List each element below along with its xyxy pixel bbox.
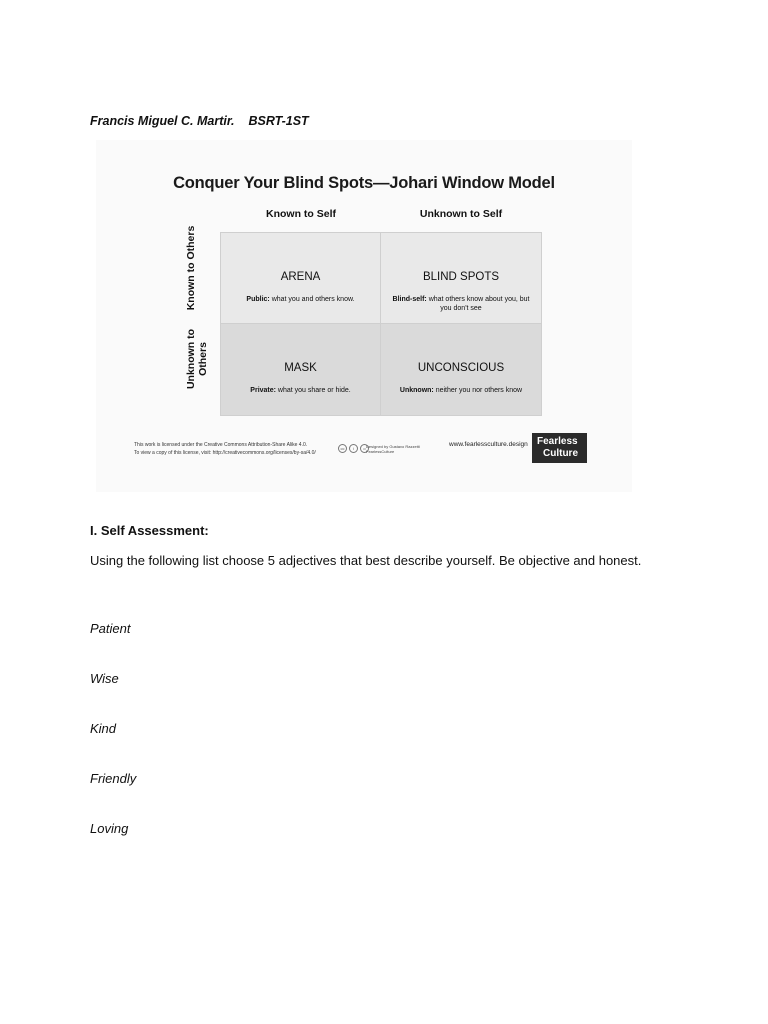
cc-icon: cc: [338, 444, 347, 453]
quadrant-mask: [221, 324, 381, 415]
quadrant-title: ARENA: [280, 271, 321, 283]
share-alike-icon: o: [360, 444, 369, 453]
row-header-unknown-to-others: Unknown to Others: [185, 328, 209, 390]
adjective-item: Wise: [90, 671, 119, 686]
column-header-unknown-to-self: Unknown to Self: [419, 208, 503, 220]
quadrant-arena: [221, 233, 381, 324]
attribution-icon: i: [349, 444, 358, 453]
section-heading: I. Self Assessment:: [90, 523, 209, 538]
author-name: Francis Miguel C. Martir.: [90, 114, 235, 128]
instructions-text: Using the following list choose 5 adjectives that best describe yourself. Be objective and honest.: [90, 553, 642, 568]
column-header-known-to-self: Known to Self: [266, 208, 336, 220]
course-code: BSRT-1ST: [248, 114, 309, 128]
website-url: www.fearlessculture.design: [449, 441, 528, 448]
author-line: [90, 114, 309, 128]
adjective-item: Kind: [90, 721, 117, 736]
quadrant-title: UNCONSCIOUS: [417, 362, 505, 374]
adjective-item: Patient: [90, 621, 131, 636]
adjective-item: Friendly: [90, 771, 137, 786]
quadrant-unconscious: [381, 324, 541, 415]
creative-commons-icons: [338, 444, 369, 453]
fearless-culture-logo: Fearless Culture: [532, 433, 587, 463]
quadrant-description: Public: what you and others know.: [246, 296, 355, 303]
row-header-known-to-others: Known to Others: [185, 225, 197, 311]
figure-title: Conquer Your Blind Spots—Johari Window Model: [173, 174, 555, 192]
johari-grid: [220, 232, 542, 416]
adjective-item: Loving: [90, 821, 129, 836]
quadrant-title: MASK: [284, 362, 317, 374]
quadrant-blind-spots: [381, 233, 541, 324]
quadrant-description: Blind-self: what others know about you, but you don't see: [392, 296, 530, 312]
quadrant-description: Unknown: neither you nor others know: [399, 387, 523, 394]
quadrant-title: BLIND SPOTS: [422, 271, 500, 283]
license-text: This work is licensed under the Creative Commons Attribution-Share Alike 4.0. To view a copy of this license, visit: http://creativecommons.org/licenses/by-sa/4.0/: [134, 442, 316, 456]
quadrant-description: Private: what you share or hide.: [250, 387, 351, 394]
johari-window-figure: [96, 140, 632, 492]
designed-by-credit: Designed by Gustavo Razzetti FearlessCulture: [366, 444, 420, 454]
